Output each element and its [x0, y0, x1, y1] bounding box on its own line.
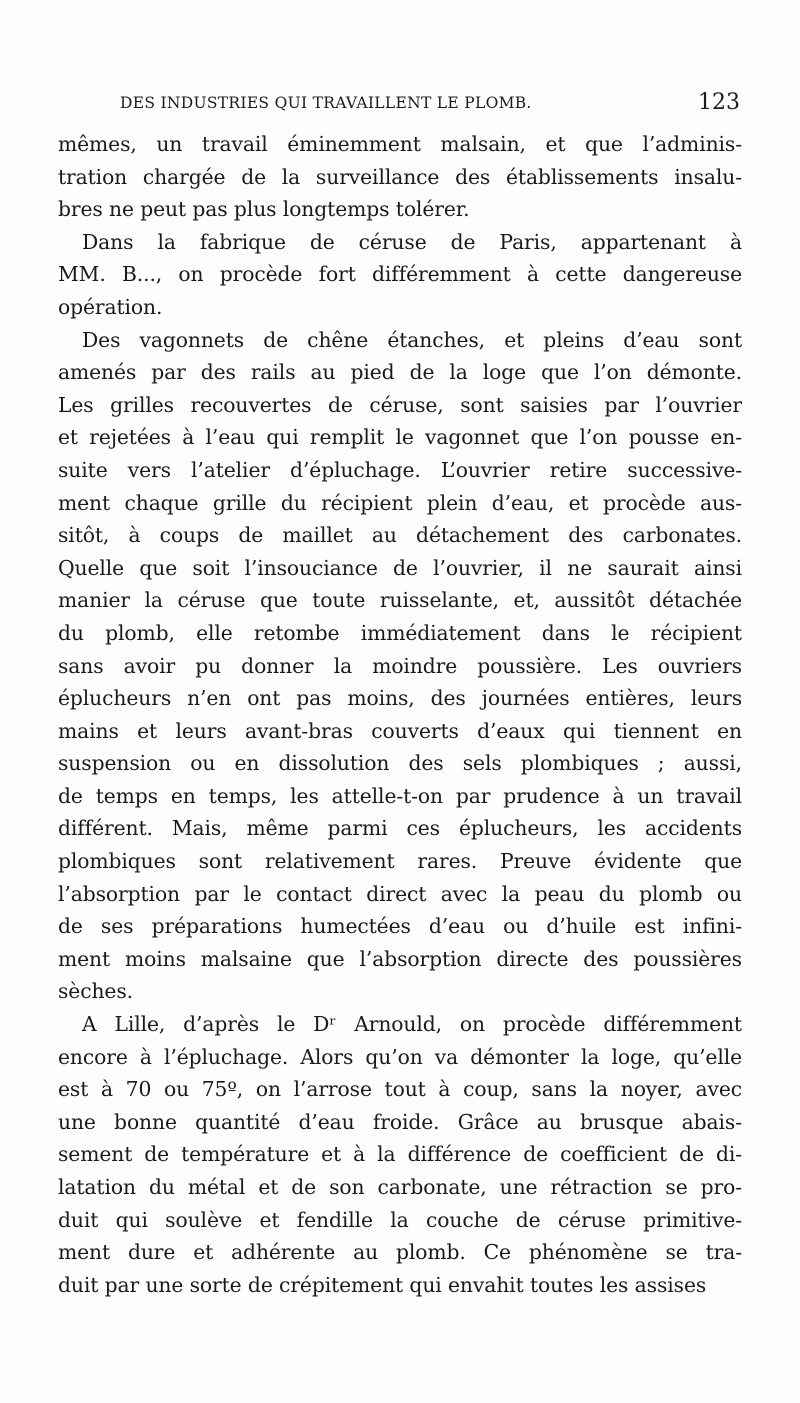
text-line: sèches. — [58, 979, 133, 1004]
text-line: latation du métal et de son carbonate, une rétraction se pro- — [58, 1175, 742, 1199]
text-line: ment chaque grille du récipient plein d’eau, et procède aus- — [58, 490, 742, 515]
text-line: MM. B..., on procède fort différemment à cette dangereuse — [58, 262, 742, 287]
text-line: opération. — [58, 294, 163, 319]
text-line: l’absorption par le contact direct avec la peau du plomb ou — [58, 881, 742, 906]
text-line: duit qui soulève et fendille la couche de céruse primitive- — [58, 1207, 742, 1232]
text-line: une bonne quantité d’eau froide. Grâce au brusque abais- — [58, 1109, 742, 1134]
text-line: mêmes, un travail éminemment malsain, et que l’adminis- — [58, 132, 742, 156]
text-line: suspension ou en dissolution des sels plombiques ; aussi, — [58, 751, 742, 776]
text-line: ment dure et adhérente au plomb. Ce phénomène se tra- — [58, 1240, 742, 1265]
paragraph — [58, 226, 742, 324]
running-head — [120, 90, 740, 120]
paragraph — [58, 1008, 742, 1301]
text-line: Les grilles recouvertes de céruse, sont saisies par l’ouvrier — [58, 392, 742, 417]
paragraph — [58, 128, 742, 226]
paragraph — [58, 324, 742, 1008]
text-line: suite vers l’atelier d’épluchage. L’ouvrier retire successive- — [58, 457, 742, 482]
text-line: plombiques sont relativement rares. Preuve évidente que — [58, 849, 742, 874]
text-line: duit par une sorte de crépitement qui envahit toutes les assises — [58, 1272, 707, 1297]
text-line: sement de température et à la différence de coefficient de di- — [58, 1142, 742, 1167]
text-line: amenés par des rails au pied de la loge que l’on démonte. — [58, 360, 742, 385]
text-line: encore à l’épluchage. Alors qu’on va démonter la loge, qu’elle — [58, 1044, 742, 1069]
body-text — [58, 128, 742, 1301]
text-line: mains et leurs avant-bras couverts d’eaux qui tiennent en — [58, 718, 742, 743]
text-line: A Lille, d’après le Dʳ Arnould, on procède différemment — [82, 1012, 742, 1037]
text-line: éplucheurs n’en ont pas moins, des journées entières, leurs — [58, 686, 742, 711]
page-number: 123 — [698, 90, 740, 115]
text-line: et rejetées à l’eau qui remplit le vagonnet que l’on pousse en- — [58, 425, 742, 450]
text-line: de ses préparations humectées d’eau ou d’huile est infini- — [58, 914, 742, 939]
text-line: Quelle que soit l’insouciance de l’ouvrier, il ne saurait ainsi — [58, 555, 742, 580]
text-line: de temps en temps, les attelle-t-on par prudence à un travail — [58, 783, 742, 808]
text-line: bres ne peut pas plus longtemps tolérer. — [58, 197, 470, 222]
text-line: différent. Mais, même parmi ces éplucheurs, les accidents — [58, 816, 742, 841]
text-line: Des vagonnets de chêne étanches, et pleins d’eau sont — [82, 327, 742, 352]
text-line: manier la céruse que toute ruisselante, et, aussitôt détachée — [58, 588, 742, 613]
text-line: sitôt, à coups de maillet au détachement des carbonates. — [58, 523, 742, 548]
text-line: du plomb, elle retombe immédiatement dans le récipient — [58, 620, 742, 645]
running-title: DES INDUSTRIES QUI TRAVAILLENT LE PLOMB. — [120, 94, 532, 112]
text-line: est à 70 ou 75º, on l’arrose tout à coup, sans la noyer, avec — [58, 1077, 742, 1102]
text-line: Dans la fabrique de céruse de Paris, appartenant à — [82, 229, 742, 254]
text-line: tration chargée de la surveillance des établissements insalu- — [58, 164, 742, 189]
text-line: ment moins malsaine que l’absorption directe des poussières — [58, 946, 742, 971]
text-line: sans avoir pu donner la moindre poussière. Les ouvriers — [58, 653, 742, 678]
